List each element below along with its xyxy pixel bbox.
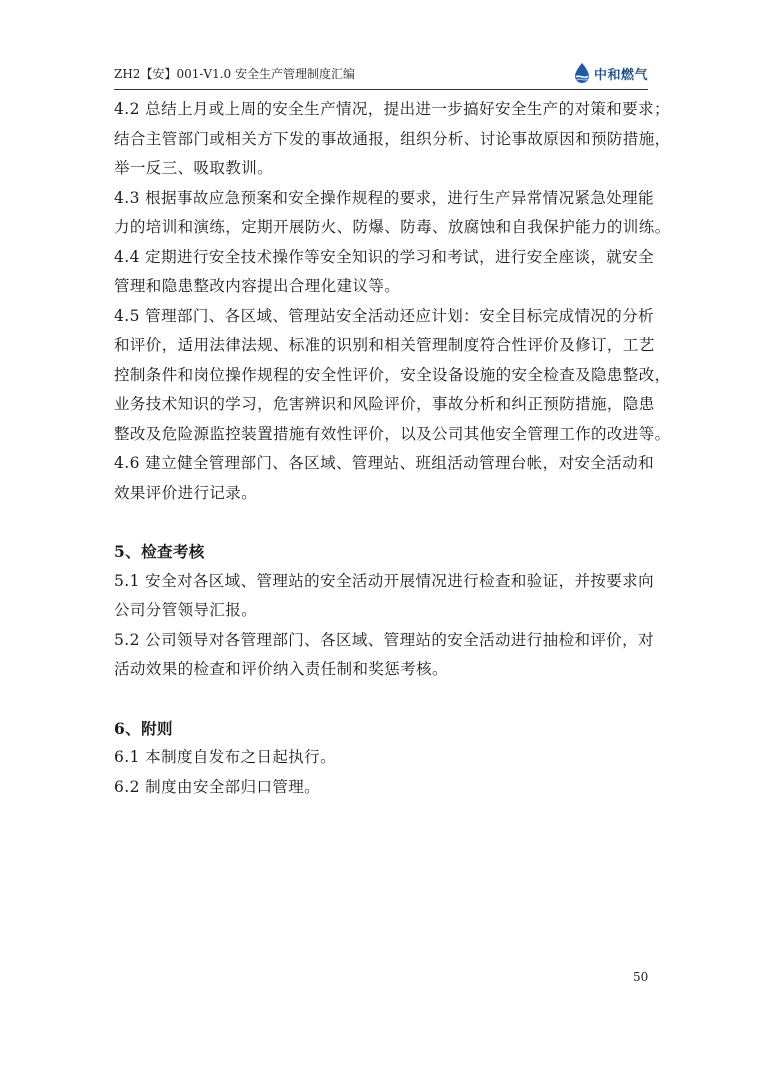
paragraph-line: 5.1 安全对各区域、管理站的安全活动开展情况进行检查和验证，并按要求向 <box>114 571 654 590</box>
paragraph-line: 4.3 根据事故应急预案和安全操作规程的要求，进行生产异常情况紧急处理能 <box>114 188 654 207</box>
paragraph-line: 4.2 总结上月或上周的安全生产情况，提出进一步搞好安全生产的对策和要求； <box>114 100 670 118</box>
paragraph-line: 公司分管领导汇报。 <box>114 601 258 619</box>
page-header <box>114 60 648 88</box>
paragraph-line: 业务技术知识的学习，危害辨识和风险评价，事故分析和纠正预防措施，隐患 <box>114 395 655 413</box>
section-heading: 5、检查考核 <box>114 542 205 561</box>
water-drop-icon <box>573 62 591 84</box>
page-number: 50 <box>633 970 649 984</box>
logo-text: 中和燃气 <box>593 67 648 83</box>
document-code: ZH2【安】001-V1.0 安全生产管理制度汇编 <box>114 67 355 81</box>
document-body <box>114 95 671 802</box>
section-spacer <box>114 508 644 537</box>
paragraph-line: 控制条件和岗位操作规程的安全性评价，安全设备设施的安全检查及隐患整改， <box>114 365 671 384</box>
section-4-continued <box>114 95 671 508</box>
section-spacer <box>114 685 644 714</box>
paragraph-line: 举一反三、吸取教训。 <box>114 159 274 177</box>
section-heading: 6、附则 <box>114 718 173 738</box>
paragraph-line: 力的培训和演练，定期开展防火、防爆、防毒、放腐蚀和自我保护能力的训练。 <box>114 218 671 236</box>
paragraph-line: 结合主管部门或相关方下发的事故通报，组织分析、讨论事故原因和预防措施， <box>114 129 671 148</box>
section-5 <box>114 537 654 685</box>
paragraph-line: 效果评价进行记录。 <box>114 483 258 502</box>
paragraph-line: 5.2 公司领导对各管理部门、各区域、管理站的安全活动进行抽检和评价，对 <box>114 630 654 649</box>
paragraph-line: 4.4 定期进行安全技术操作等安全知识的学习和考试，进行安全座谈，就安全 <box>114 247 654 266</box>
paragraph-line: 6.2 制度由安全部归口管理。 <box>114 777 321 796</box>
paragraph-line: 6.1 本制度自发布之日起执行。 <box>114 748 336 766</box>
company-logo <box>573 60 648 86</box>
paragraph-line: 和评价，适用法律法规、标准的识别和相关管理制度符合性评价及修订，工艺 <box>114 336 655 354</box>
section-6 <box>114 714 644 803</box>
paragraph-line: 4.6 建立健全管理部门、各区域、管理站、班组活动管理台帐，对安全活动和 <box>114 454 654 472</box>
paragraph-line: 4.5 管理部门、各区域、管理站安全活动还应计划：安全目标完成情况的分析 <box>114 306 654 325</box>
header-divider <box>114 89 648 90</box>
paragraph-line: 管理和隐患整改内容提出合理化建议等。 <box>114 277 401 295</box>
paragraph-line: 活动效果的检查和评价纳入责任制和奖惩考核。 <box>114 660 448 678</box>
paragraph-line: 整改及危险源监控装置措施有效性评价，以及公司其他安全管理工作的改进等。 <box>114 424 671 443</box>
